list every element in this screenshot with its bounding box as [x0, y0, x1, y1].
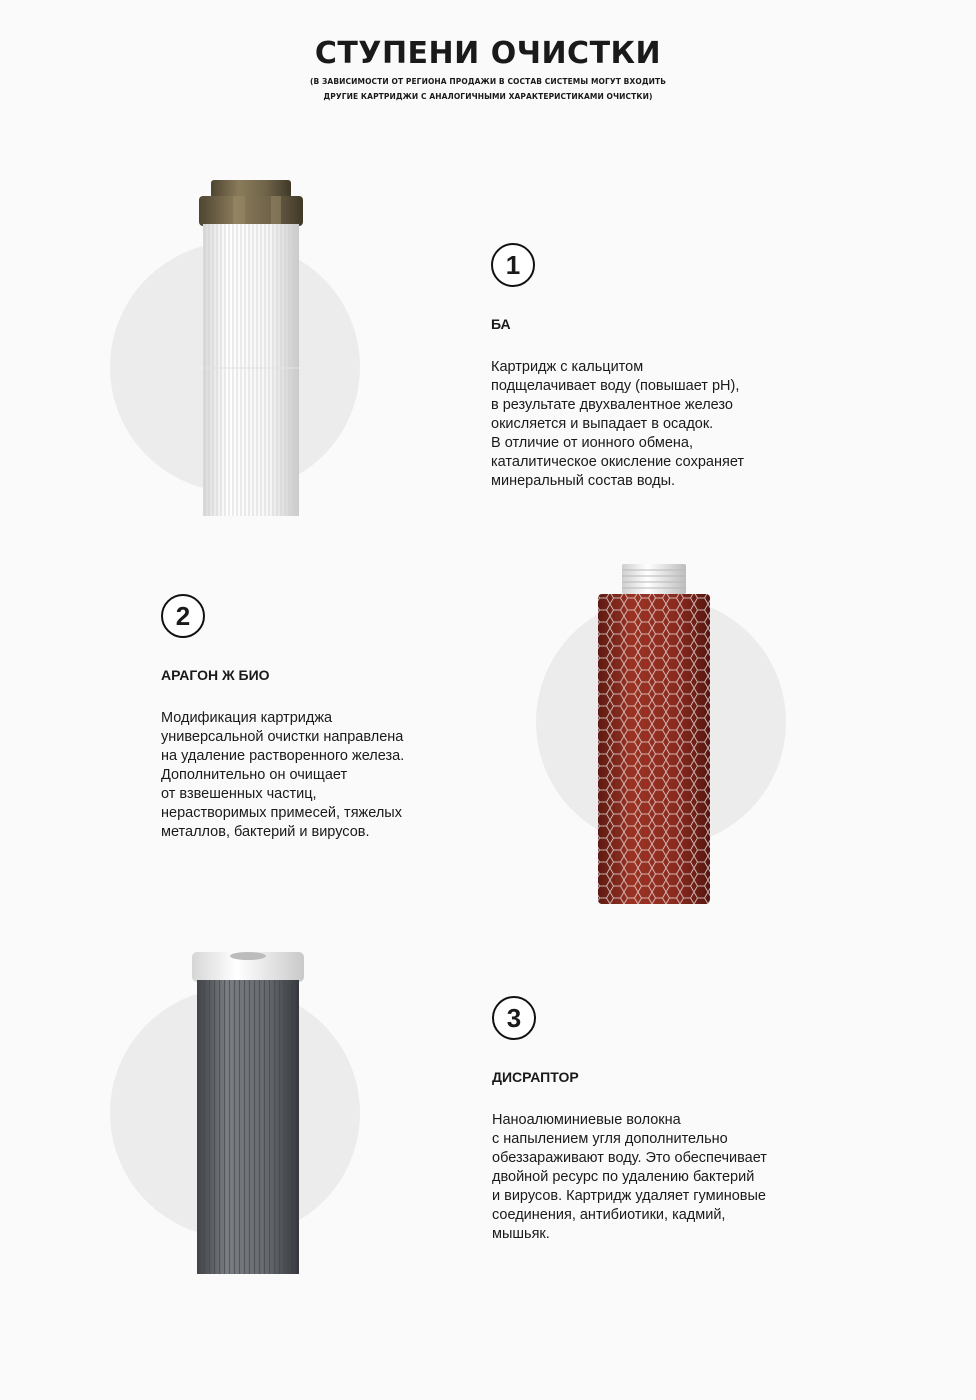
stage-1-name: БА — [491, 316, 511, 332]
page-header — [0, 36, 976, 104]
stage-1-number-badge: 1 — [491, 243, 535, 287]
stage-1-cartridge-image — [195, 178, 307, 518]
stage-3-name: ДИСРАПТОР — [492, 1069, 579, 1085]
stage-2-text — [161, 594, 471, 842]
subtitle-line-1: (В ЗАВИСИМОСТИ ОТ РЕГИОНА ПРОДАЖИ В СОСТАВ СИСТЕМЫ МОГУТ ВХОДИТЬ — [309, 77, 667, 86]
stage-2-name: АРАГОН Ж БИО — [161, 667, 270, 683]
stage-3-description: Наноалюминиевые волокна с напылением угля дополнительно обеззараживают воду. Это обеспечивает двойной ресурс по удалению бактерий и вирусов. Картридж удаляет гуминовые соединения, антибиотики, кадмий, мышьяк. — [492, 1112, 767, 1242]
stage-3-number-badge: 3 — [492, 996, 536, 1040]
stage-3-cartridge-image — [192, 950, 304, 1276]
stage-1-description: Картридж с кальцитом подщелачивает воду (повышает pH), в результате двухвалентное железо окисляется и выпадает в осадок. В отличие от ионного обмена, каталитическое окисление сохраняет минеральный состав воды. — [491, 359, 745, 489]
page-subtitle — [0, 74, 976, 104]
stage-2-number-badge: 2 — [161, 594, 205, 638]
stage-1-text — [491, 243, 801, 491]
stage-2-description: Модификация картриджа универсальной очистки направлена на удаление растворенного железа. Дополнительно он очищает от взвешенных частиц, нерастворимых примесей, тяжелых металлов, бактерий и вирусов. — [161, 710, 405, 840]
page-title: СТУПЕНИ ОЧИСТКИ — [314, 36, 662, 71]
stage-2-cartridge-image — [596, 562, 712, 906]
subtitle-line-2: ДРУГИЕ КАРТРИДЖИ С АНАЛОГИЧНЫМИ ХАРАКТЕРИСТИКАМИ ОЧИСТКИ) — [323, 92, 653, 101]
stage-3-text — [492, 996, 802, 1244]
